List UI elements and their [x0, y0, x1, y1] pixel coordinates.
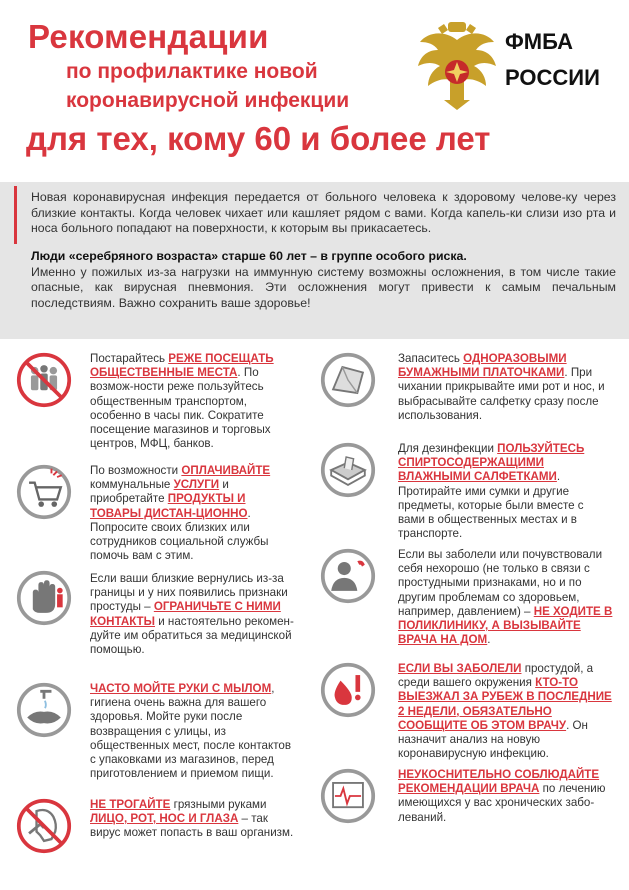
title-subtitle-line2: коронавирусной инфекции	[66, 89, 350, 112]
intro-paragraph-1: Новая коронавирусная инфекция передается от больного человека к здоровому челове-ку через близкие контакты. Когда человек чихает или кашляет рядом с вами. Когда капель-ки слизи изо рта и носа больного попадают на поверхности, к которым вы прикасаетесь.	[31, 190, 616, 235]
crowd-prohibited-icon	[16, 352, 72, 408]
tip-tissues-text: Запаситесь ОДНОРАЗОВЫМИ БУМАЖНЫМИ ПЛАТОЧКАМИ. При чихании прикрывайте ими рот и нос, и выбрасывайте салфетку сразу после использования.	[398, 352, 605, 422]
russia-coat-of-arms-icon	[414, 20, 500, 112]
tip-limit-contacts-text: Если ваши близкие вернулись из-за границы и у них появились признаки простуды – ОГРАНИЧЬТЕ С НИМИ КОНТАКТЫ и настоятельно рекомен-дуйте им обратиться за медицинской помощью.	[90, 572, 294, 657]
tip-public-places-text: Постарайтесь РЕЖЕ ПОСЕЩАТЬ ОБЩЕСТВЕННЫЕ МЕСТА. По возмож-ности реже пользуйтесь общественным транспортом, особенно в часы пик. Сократите посещение магазинов и торговых центров, МФЦ, банков.	[90, 352, 274, 451]
tip-follow-doctor-text: НЕУКОСНИТЕЛЬНО СОБЛЮДАЙТЕ РЕКОМЕНДАЦИИ ВРАЧА по лечению имеющихся у вас хронических забо-леваний.	[398, 768, 606, 824]
highlight: КТО-ТО ВЫЕЗЖАЛ ЗА РУБЕЖ В ПОСЛЕДНИЕ 2 НЕДЕЛИ, ОБЯЗАТЕЛЬНО СООБЩИТЕ ОБ ЭТОМ ВРАЧУ	[398, 676, 612, 732]
highlight: ПОЛЬЗУЙТЕСЬ СПИРТОСОДЕРЖАЩИМИ ВЛАЖНЫМИ САЛФЕТКАМИ	[398, 442, 585, 484]
touch-face-prohibited-icon	[16, 798, 72, 854]
highlight: РЕЖЕ ПОСЕЩАТЬ ОБЩЕСТВЕННЫЕ МЕСТА	[90, 352, 274, 380]
tip-pay-remotely-text: По возможности ОПЛАЧИВАЙТЕ коммунальные УСЛУГИ и приобретайте ПРОДУКТЫ И ТОВАРЫ ДИСТАН-ЦИОННО. Попросите своих близких или сотрудников социальной службы помочь вам с этим.	[90, 464, 271, 563]
org-label-line2: РОССИИ	[505, 65, 600, 90]
tip-report-travel-text: ЕСЛИ ВЫ ЗАБОЛЕЛИ простудой, а среди вашего окружения КТО-ТО ВЫЕЗЖАЛ ЗА РУБЕЖ В ПОСЛЕДНИЕ 2 НЕДЕЛИ, ОБЯЗАТЕЛЬНО СООБЩИТЕ ОБ ЭТОМ ВРАЧУ. Он назначит анализ на новую коронавирусную инфекцию.	[398, 662, 612, 761]
highlight: НЕ ХОДИТЕ В ПОЛИКЛИНИКУ, А ВЫЗЫВАЙТЕ ВРАЧА НА ДОМ	[398, 604, 613, 647]
highlight: УСЛУГИ	[173, 478, 220, 492]
intro-section	[0, 182, 629, 339]
tissue-icon	[320, 352, 376, 408]
intro-risk-details: Именно у пожилых из-за нагрузки на иммунную систему возможны осложнения, в том числе такие опасные, как вирусная пневмония. Эти осложнения могут привести к самым печальным последствиям. Важно сохранить ваше здоровье!	[31, 264, 616, 310]
hand-washing-icon	[16, 682, 72, 738]
title-audience: для тех, кому 60 и более лет	[26, 120, 491, 157]
org-label	[505, 24, 615, 96]
highlight: ПРОДУКТЫ И ТОВАРЫ ДИСТАН-ЦИОННО	[90, 492, 248, 520]
stop-hand-icon	[16, 570, 72, 626]
shopping-cart-icon	[16, 464, 72, 520]
tip-wipes-text: Для дезинфекции ПОЛЬЗУЙТЕСЬ СПИРТОСОДЕРЖАЩИМИ ВЛАЖНЫМИ САЛФЕТКАМИ. Протирайте ими сумки и другие предметы, которые были вместе с вами в общественных местах и в транспорте.	[398, 442, 585, 541]
tip-wash-hands-text: ЧАСТО МОЙТЕ РУКИ С МЫЛОМ, гигиена очень важна для вашего здоровья. Мойте руки после возвращения с улицы, из общественных мест, после контактов с упаковками из магазинов, перед приготовлением и приемом пищи.	[90, 682, 291, 781]
intro-accent-bar	[14, 186, 17, 244]
highlight: ОГРАНИЧЬТЕ С НИМИ КОНТАКТЫ	[90, 600, 281, 628]
medical-prescription-icon	[320, 768, 376, 824]
wet-wipes-icon	[320, 442, 376, 498]
title-main: Рекомендации	[28, 18, 269, 55]
alert-drop-icon	[320, 662, 376, 718]
intro-paragraph-2	[31, 249, 616, 311]
highlight: ЕСЛИ ВЫ ЗАБОЛЕЛИ	[398, 662, 522, 675]
title-subtitle-line1: по профилактике новой	[66, 60, 318, 83]
header	[0, 0, 629, 182]
tip-dont-touch-face-text: НЕ ТРОГАЙТЕ грязными руками ЛИЦО, РОТ, НОС И ГЛАЗА – так вирус может попасть в ваш организм.	[90, 798, 294, 840]
highlight: ЧАСТО МОЙТЕ РУКИ С МЫЛОМ	[90, 682, 272, 695]
highlight: НЕ ТРОГАЙТЕ	[90, 798, 171, 811]
highlight: ОПЛАЧИВАЙТЕ	[181, 464, 271, 477]
highlight: ОДНОРАЗОВЫМИ БУМАЖНЫМИ ПЛАТОЧКАМИ	[398, 352, 567, 380]
highlight: ЛИЦО, РОТ, НОС И ГЛАЗА	[90, 812, 239, 826]
doctor-phone-icon	[320, 548, 376, 604]
highlight: НЕУКОСНИТЕЛЬНО СОБЛЮДАЙТЕ РЕКОМЕНДАЦИИ ВРАЧА	[398, 768, 600, 796]
tip-call-doctor-text: Если вы заболели или почувствовали себя нехорошо (не только в связи с простудными признаками, но и по другим проблемам со здоровьем, например, давлением) – НЕ ХОДИТЕ В ПОЛИКЛИНИКУ, А ВЫЗЫВАЙТЕ ВРАЧА НА ДОМ.	[398, 548, 613, 647]
intro-risk-statement: Люди «серебряного возраста» старше 60 лет – в группе особого риска.	[31, 249, 467, 263]
org-label-line1: ФМБА	[505, 29, 573, 54]
